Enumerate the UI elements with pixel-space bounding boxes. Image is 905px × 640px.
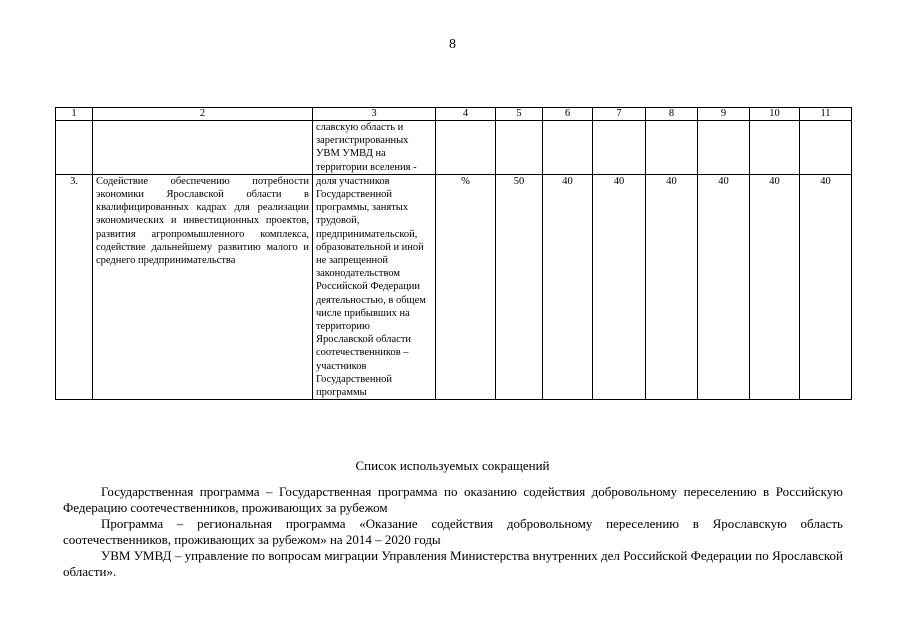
col-header: 7 [593, 108, 646, 121]
abbreviation-item: Программа – региональная программа «Оказание содействия добровольному переселению в Ярославскую область соотечественников, проживающих за рубежом» на 2014 – 2020 годы [63, 516, 843, 547]
row-number [56, 121, 93, 175]
table-row [56, 121, 852, 175]
abbreviation-item: Государственная программа – Государственная программа по оказанию содействия добровольному переселению в Российскую Федерацию соотечественников, проживающих за рубежом [63, 484, 843, 515]
value-cell [593, 121, 646, 175]
indicator-cell: славскую область и зарегистрированных УВМ УМВД на территории вселения - [313, 121, 436, 175]
indicator-cell: доля участников Государственной программы, занятых трудовой, предпринимательской, образовательной и иной не запрещенной законодательством Российской Федерации деятельностью, в общем числе прибывших на территорию Ярославской области соотечественников – участников Государственной программы [313, 174, 436, 399]
col-header: 10 [750, 108, 800, 121]
unit-cell [436, 121, 496, 175]
value-cell: 40 [800, 174, 852, 399]
col-header: 3 [313, 108, 436, 121]
value-cell [496, 121, 543, 175]
col-header: 4 [436, 108, 496, 121]
value-cell: 40 [593, 174, 646, 399]
value-cell: 40 [698, 174, 750, 399]
abbreviations-list [63, 484, 843, 581]
value-cell [646, 121, 698, 175]
value-cell [750, 121, 800, 175]
page-number: 8 [449, 37, 456, 52]
value-cell [698, 121, 750, 175]
indicators-table [55, 107, 852, 400]
table-header-row [56, 108, 852, 121]
unit-cell: % [436, 174, 496, 399]
abbreviations-title: Список используемых сокращений [355, 458, 550, 473]
value-cell [543, 121, 593, 175]
abbreviation-item: УВМ УМВД – управление по вопросам миграции Управления Министерства внутренних дел Российской Федерации по Ярославской области». [63, 548, 843, 579]
col-header: 1 [56, 108, 93, 121]
value-cell: 40 [750, 174, 800, 399]
col-header: 6 [543, 108, 593, 121]
col-header: 8 [646, 108, 698, 121]
col-header: 11 [800, 108, 852, 121]
value-cell: 40 [543, 174, 593, 399]
col-header: 9 [698, 108, 750, 121]
col-header: 5 [496, 108, 543, 121]
row-number: 3. [56, 174, 93, 399]
task-cell [93, 121, 313, 175]
value-cell: 40 [646, 174, 698, 399]
col-header: 2 [93, 108, 313, 121]
task-cell: Содействие обеспечению потребности экономики Ярославской области в квалифицированных кадрах для реализации экономических и инвестиционных проектов, развития агропромышленного комплекса, содействие дальнейшему развитию малого и среднего предпринимательства [93, 174, 313, 399]
table-row [56, 174, 852, 399]
value-cell [800, 121, 852, 175]
value-cell: 50 [496, 174, 543, 399]
